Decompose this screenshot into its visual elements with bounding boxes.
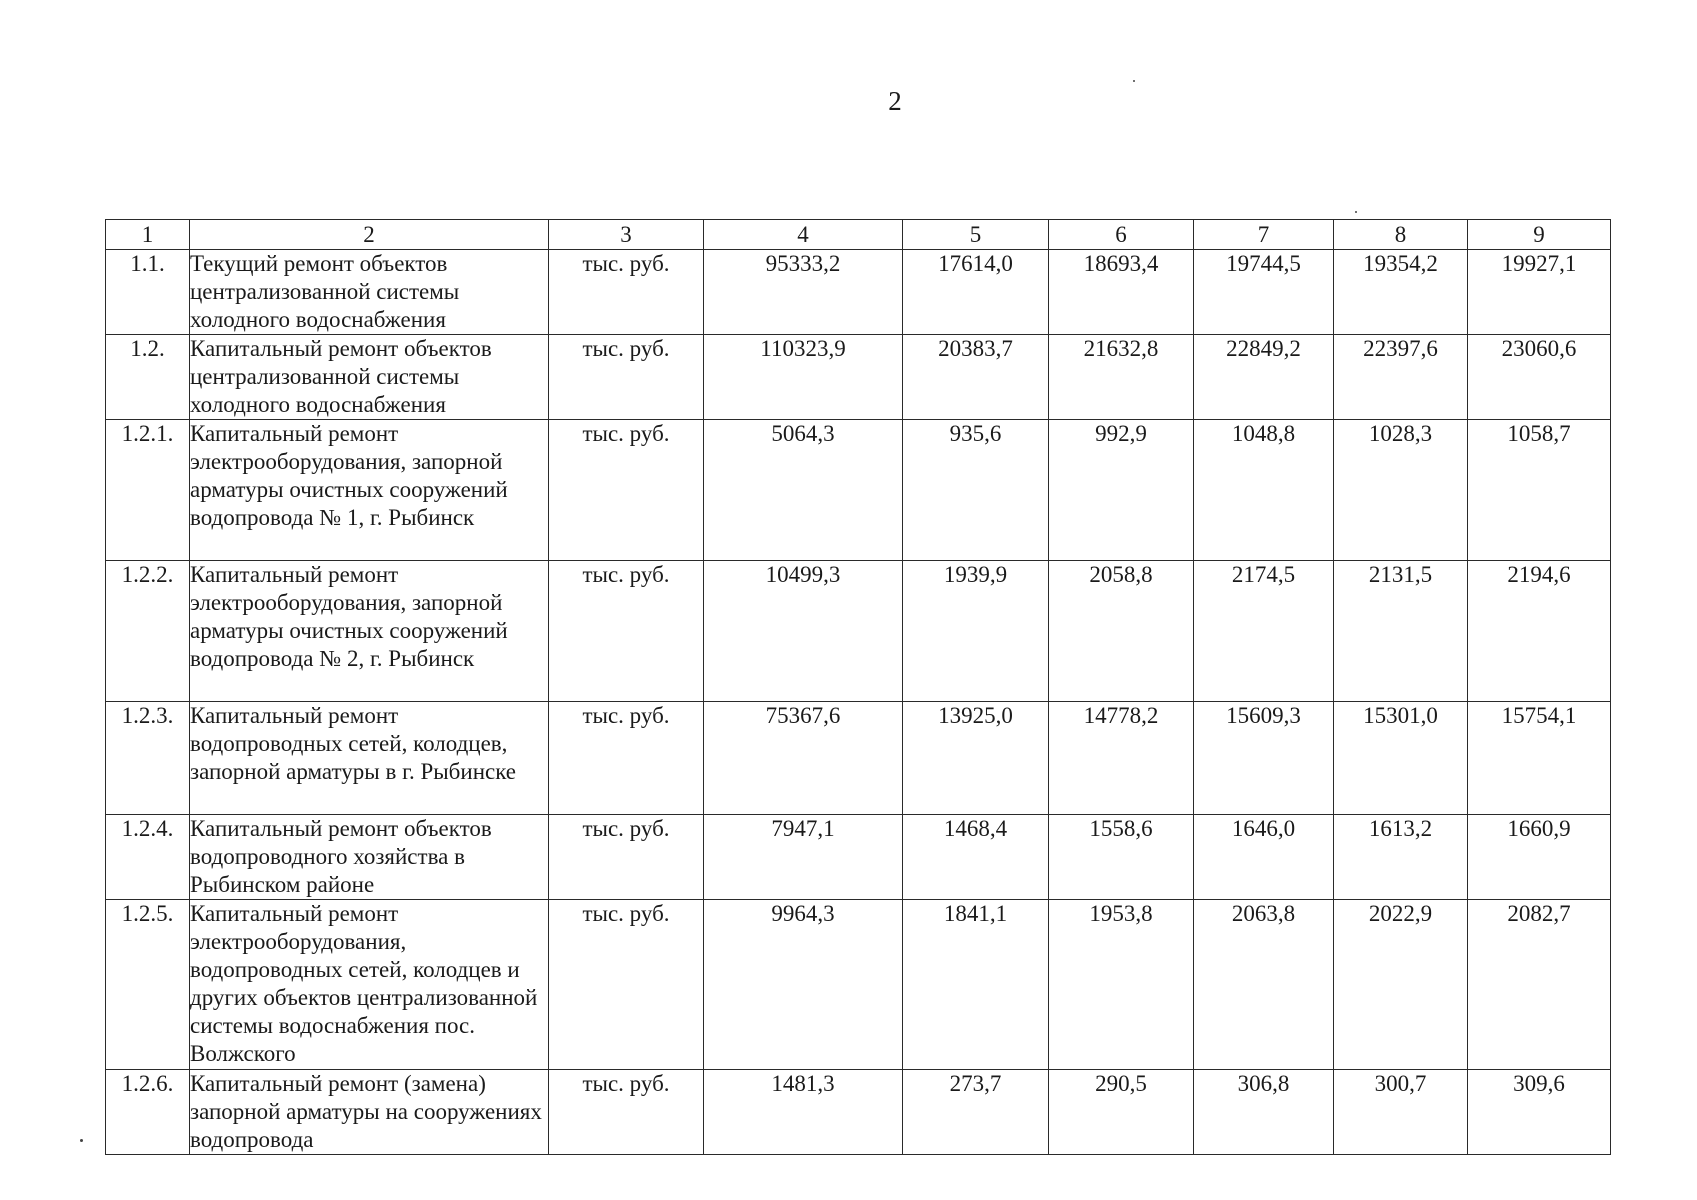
value-col-6: 1953,8 bbox=[1049, 900, 1194, 1070]
value-col-8: 1028,3 bbox=[1334, 420, 1468, 561]
value-col-4: 110323,9 bbox=[704, 335, 903, 420]
value-col-6: 14778,2 bbox=[1049, 702, 1194, 815]
value-col-6: 21632,8 bbox=[1049, 335, 1194, 420]
scan-speck bbox=[1133, 80, 1135, 82]
value-col-4: 7947,1 bbox=[704, 815, 903, 900]
value-col-6: 992,9 bbox=[1049, 420, 1194, 561]
row-description: Капитальный ремонт водопроводных сетей, колодцев, запорной арматуры в г. Рыбинске bbox=[190, 702, 549, 815]
value-col-5: 273,7 bbox=[903, 1070, 1049, 1155]
row-description: Капитальный ремонт объектов водопроводного хозяйства в Рыбинском районе bbox=[190, 815, 549, 900]
column-header: 1 bbox=[106, 220, 190, 250]
value-col-7: 2174,5 bbox=[1194, 561, 1334, 702]
value-col-9: 19927,1 bbox=[1468, 250, 1611, 335]
value-col-6: 1558,6 bbox=[1049, 815, 1194, 900]
header-row bbox=[106, 220, 1611, 250]
row-number: 1.1. bbox=[106, 250, 190, 335]
value-col-7: 15609,3 bbox=[1194, 702, 1334, 815]
row-number: 1.2.1. bbox=[106, 420, 190, 561]
column-header: 4 bbox=[704, 220, 903, 250]
row-description: Капитальный ремонт электрооборудования, запорной арматуры очистных сооружений водопровода № 2, г. Рыбинск bbox=[190, 561, 549, 702]
column-header: 6 bbox=[1049, 220, 1194, 250]
row-unit: тыс. руб. bbox=[549, 702, 704, 815]
row-description: Текущий ремонт объектов централизованной системы холодного водоснабжения bbox=[190, 250, 549, 335]
column-header: 5 bbox=[903, 220, 1049, 250]
row-unit: тыс. руб. bbox=[549, 900, 704, 1070]
row-description: Капитальный ремонт объектов централизованной системы холодного водоснабжения bbox=[190, 335, 549, 420]
row-description: Капитальный ремонт электрооборудования, запорной арматуры очистных сооружений водопровода № 1, г. Рыбинск bbox=[190, 420, 549, 561]
value-col-7: 306,8 bbox=[1194, 1070, 1334, 1155]
value-col-9: 309,6 bbox=[1468, 1070, 1611, 1155]
row-description: Капитальный ремонт (замена) запорной арматуры на сооружениях водопровода bbox=[190, 1070, 549, 1155]
table-row bbox=[106, 900, 1611, 1070]
row-number: 1.2.5. bbox=[106, 900, 190, 1070]
column-header: 3 bbox=[549, 220, 704, 250]
table-row bbox=[106, 335, 1611, 420]
value-col-9: 23060,6 bbox=[1468, 335, 1611, 420]
value-col-5: 13925,0 bbox=[903, 702, 1049, 815]
budget-table bbox=[105, 219, 1611, 1155]
value-col-6: 2058,8 bbox=[1049, 561, 1194, 702]
column-header: 9 bbox=[1468, 220, 1611, 250]
row-unit: тыс. руб. bbox=[549, 815, 704, 900]
row-number: 1.2.3. bbox=[106, 702, 190, 815]
value-col-5: 1939,9 bbox=[903, 561, 1049, 702]
row-description: Капитальный ремонт электрооборудования, водопроводных сетей, колодцев и других объектов централизованной системы водоснабжения пос. Волжского bbox=[190, 900, 549, 1070]
value-col-5: 1841,1 bbox=[903, 900, 1049, 1070]
row-unit: тыс. руб. bbox=[549, 335, 704, 420]
table-row bbox=[106, 250, 1611, 335]
scan-speck bbox=[1355, 211, 1357, 213]
value-col-5: 935,6 bbox=[903, 420, 1049, 561]
value-col-5: 20383,7 bbox=[903, 335, 1049, 420]
row-unit: тыс. руб. bbox=[549, 250, 704, 335]
value-col-6: 18693,4 bbox=[1049, 250, 1194, 335]
value-col-9: 2194,6 bbox=[1468, 561, 1611, 702]
value-col-4: 9964,3 bbox=[704, 900, 903, 1070]
value-col-9: 1058,7 bbox=[1468, 420, 1611, 561]
value-col-4: 5064,3 bbox=[704, 420, 903, 561]
value-col-7: 19744,5 bbox=[1194, 250, 1334, 335]
value-col-8: 300,7 bbox=[1334, 1070, 1468, 1155]
row-number: 1.2.2. bbox=[106, 561, 190, 702]
value-col-6: 290,5 bbox=[1049, 1070, 1194, 1155]
row-unit: тыс. руб. bbox=[549, 1070, 704, 1155]
scan-speck bbox=[80, 1139, 83, 1142]
value-col-8: 15301,0 bbox=[1334, 702, 1468, 815]
table-row bbox=[106, 1070, 1611, 1155]
table-row bbox=[106, 815, 1611, 900]
value-col-9: 15754,1 bbox=[1468, 702, 1611, 815]
value-col-8: 2022,9 bbox=[1334, 900, 1468, 1070]
value-col-5: 17614,0 bbox=[903, 250, 1049, 335]
column-header: 7 bbox=[1194, 220, 1334, 250]
row-number: 1.2.4. bbox=[106, 815, 190, 900]
value-col-8: 22397,6 bbox=[1334, 335, 1468, 420]
value-col-4: 1481,3 bbox=[704, 1070, 903, 1155]
value-col-4: 75367,6 bbox=[704, 702, 903, 815]
column-header: 2 bbox=[190, 220, 549, 250]
table-row bbox=[106, 420, 1611, 561]
value-col-4: 10499,3 bbox=[704, 561, 903, 702]
value-col-7: 2063,8 bbox=[1194, 900, 1334, 1070]
row-number: 1.2. bbox=[106, 335, 190, 420]
value-col-7: 1646,0 bbox=[1194, 815, 1334, 900]
table-row bbox=[106, 561, 1611, 702]
column-header: 8 bbox=[1334, 220, 1468, 250]
value-col-8: 2131,5 bbox=[1334, 561, 1468, 702]
page-number: 2 bbox=[888, 86, 902, 116]
row-unit: тыс. руб. bbox=[549, 561, 704, 702]
value-col-4: 95333,2 bbox=[704, 250, 903, 335]
row-number: 1.2.6. bbox=[106, 1070, 190, 1155]
value-col-7: 1048,8 bbox=[1194, 420, 1334, 561]
value-col-9: 1660,9 bbox=[1468, 815, 1611, 900]
table-row bbox=[106, 702, 1611, 815]
row-unit: тыс. руб. bbox=[549, 420, 704, 561]
value-col-7: 22849,2 bbox=[1194, 335, 1334, 420]
value-col-5: 1468,4 bbox=[903, 815, 1049, 900]
value-col-8: 19354,2 bbox=[1334, 250, 1468, 335]
value-col-8: 1613,2 bbox=[1334, 815, 1468, 900]
value-col-9: 2082,7 bbox=[1468, 900, 1611, 1070]
